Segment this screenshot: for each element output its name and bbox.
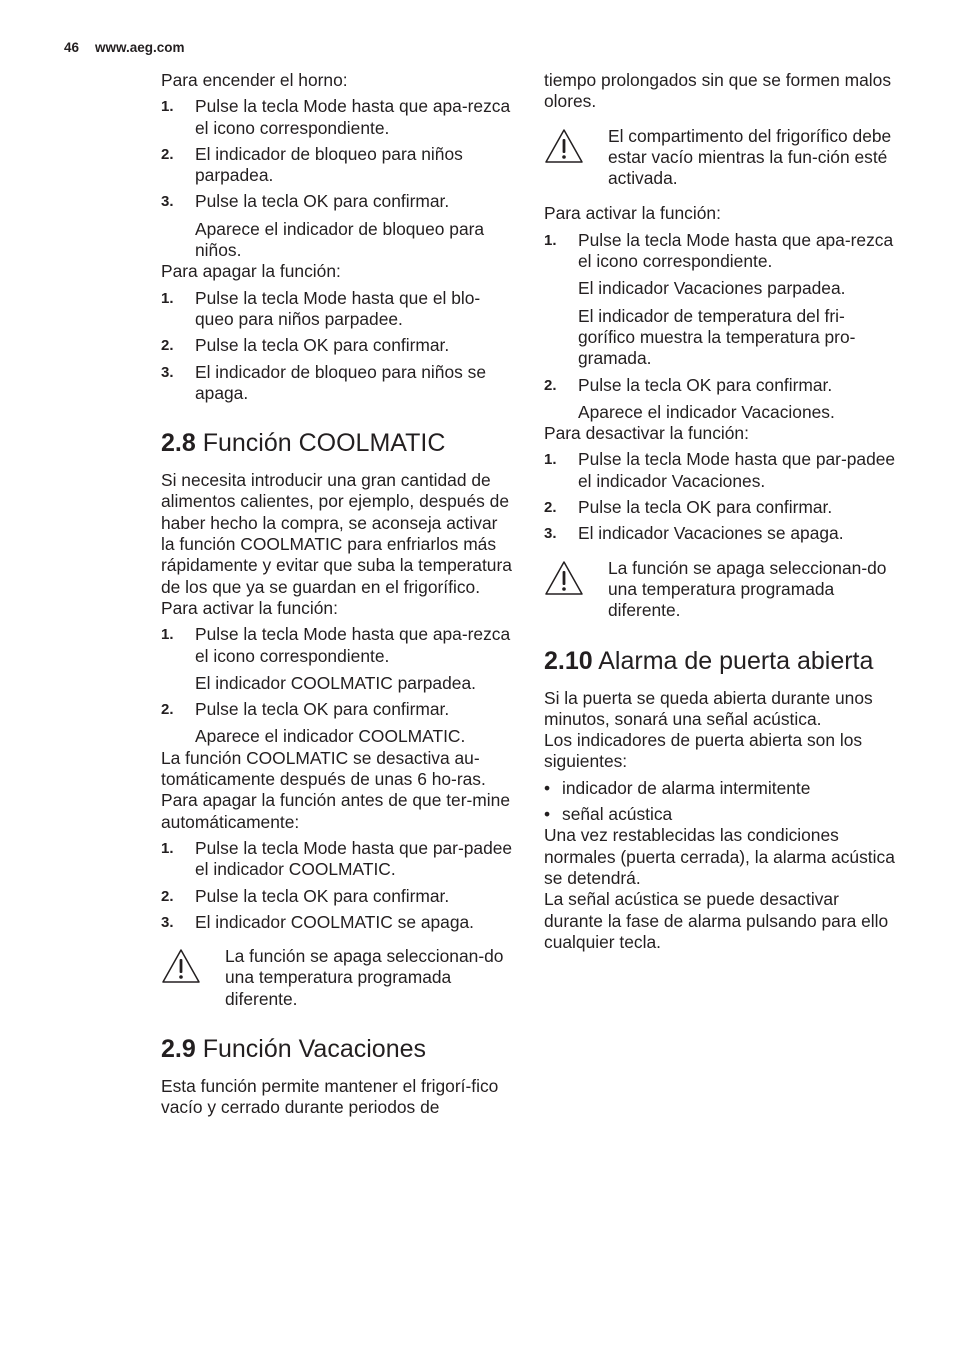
intro-off: Para apagar la función: bbox=[161, 261, 341, 282]
bullet-icon: • bbox=[544, 804, 551, 825]
step-number: 2. bbox=[161, 701, 174, 719]
intro-on: Para encender el horno: bbox=[161, 70, 348, 90]
website: www.aeg.com bbox=[95, 40, 185, 55]
section-heading-2-10 bbox=[544, 646, 896, 676]
step-number: 2. bbox=[544, 376, 557, 394]
bullet-text: señal acústica bbox=[562, 804, 673, 825]
bullet-icon: • bbox=[544, 777, 551, 798]
paragraph: La señal acústica se puede desactivar durante la fase de alarma pulsando para ello cualquier tecla. bbox=[544, 889, 889, 952]
step-text: El indicador de bloqueo para niños parpadea. bbox=[195, 143, 463, 186]
paragraph: tiempo prolongados sin que se formen malos olores. bbox=[544, 70, 892, 112]
step-number: 3. bbox=[161, 193, 174, 211]
step-number: 2. bbox=[161, 337, 174, 355]
step-note: Aparece el indicador Vacaciones. bbox=[578, 401, 835, 422]
step bbox=[544, 230, 896, 273]
section-heading-2-9 bbox=[161, 1034, 513, 1064]
paragraph: Si necesita introducir una gran cantidad de alimentos calientes, por ejemplo, después de haber hecho la compra, se aconseja activar la función COOLMATIC para enfriarlos más rápidamente y evitar que suba la temperatura de los que ya se guardan en el frigorífico. bbox=[161, 470, 512, 597]
section-number: 2.10 bbox=[544, 646, 593, 675]
step-number: 1. bbox=[161, 839, 174, 857]
step-text: Pulse la tecla OK para confirmar. bbox=[195, 699, 450, 720]
section-title: Alarma de puerta abierta bbox=[598, 646, 874, 675]
step bbox=[161, 886, 513, 907]
warning-text: La función se apaga seleccionan-do una temperatura programada diferente. bbox=[225, 946, 504, 1009]
step bbox=[161, 912, 513, 933]
section-heading-2-8 bbox=[161, 428, 513, 458]
step bbox=[161, 288, 513, 331]
step bbox=[161, 96, 513, 139]
warning-text: La función se apaga seleccionan-do una temperatura programada diferente. bbox=[608, 557, 887, 621]
step-note: Aparece el indicador de bloqueo para niños. bbox=[195, 218, 485, 261]
step-text: Pulse la tecla Mode hasta que apa-rezca el icono correspondiente. bbox=[195, 624, 511, 666]
step bbox=[161, 191, 513, 212]
left-column bbox=[161, 70, 513, 1119]
step-text: Pulse la tecla OK para confirmar. bbox=[195, 335, 450, 356]
step-text: Pulse la tecla Mode hasta que apa-rezca el icono correspondiente. bbox=[578, 229, 894, 272]
step-number: 1. bbox=[161, 98, 174, 116]
warning-icon bbox=[544, 558, 608, 622]
step-number: 2. bbox=[161, 145, 174, 163]
step-number: 2. bbox=[161, 887, 174, 905]
warning-icon bbox=[161, 946, 225, 1010]
warning-note bbox=[161, 946, 513, 1010]
step-note: El indicador COOLMATIC parpadea. bbox=[195, 672, 476, 693]
warning-text: El compartimento del frigorífico debe estar vacío mientras la fun-ción esté activada. bbox=[608, 125, 892, 189]
step-number: 1. bbox=[544, 231, 557, 249]
step bbox=[161, 699, 513, 720]
step-number: 1. bbox=[161, 626, 174, 644]
section-number: 2.8 bbox=[161, 429, 196, 458]
step-number: 3. bbox=[161, 913, 174, 931]
step-number: 1. bbox=[544, 451, 557, 469]
step-text: El indicador COOLMATIC se apaga. bbox=[195, 911, 475, 932]
paragraph: Una vez restablecidas las condiciones normales (puerta cerrada), la alarma acústica se detendrá. bbox=[544, 825, 895, 888]
intro-off: Para desactivar la función: bbox=[544, 423, 749, 444]
warning-note bbox=[544, 558, 896, 622]
step-text: Pulse la tecla Mode hasta que par-padee el indicador Vacaciones. bbox=[578, 449, 896, 491]
paragraph: Esta función permite mantener el frigorí-fico vacío y cerrado durante periodos de bbox=[161, 1075, 499, 1118]
intro-on: Para activar la función: bbox=[544, 203, 721, 224]
intro-on: Para activar la función: bbox=[161, 597, 338, 618]
page-number: 46 bbox=[64, 40, 80, 55]
step bbox=[161, 838, 513, 881]
step bbox=[544, 449, 896, 492]
step-note: El indicador Vacaciones parpadea. bbox=[578, 278, 846, 299]
step-text: Pulse la tecla OK para confirmar. bbox=[578, 497, 833, 518]
step-text: Pulse la tecla Mode hasta que par-padee el indicador COOLMATIC. bbox=[195, 837, 513, 880]
step bbox=[161, 624, 513, 667]
intro-off: Para apagar la función antes de que ter-mine automáticamente: bbox=[161, 790, 511, 832]
step-number: 3. bbox=[544, 525, 557, 543]
bullet-item bbox=[544, 778, 896, 799]
step-text: Pulse la tecla OK para confirmar. bbox=[195, 885, 450, 906]
step-text: El indicador de bloqueo para niños se apaga. bbox=[195, 361, 487, 403]
step-text: Pulse la tecla Mode hasta que apa-rezca el icono correspondiente. bbox=[195, 96, 511, 138]
step-text: El indicador Vacaciones se apaga. bbox=[578, 523, 844, 544]
page-header bbox=[64, 37, 185, 58]
step bbox=[544, 375, 896, 396]
step-text: Pulse la tecla OK para confirmar. bbox=[578, 374, 833, 395]
paragraph: La función COOLMATIC se desactiva au-tomáticamente después de unas 6 ho-ras. bbox=[161, 747, 486, 790]
paragraph: Si la puerta se queda abierta durante unos minutos, sonará una señal acústica. bbox=[544, 687, 873, 729]
step-text: Pulse la tecla Mode hasta que el blo-queo para niños parpadee. bbox=[195, 287, 481, 329]
step-number: 2. bbox=[544, 499, 557, 517]
paragraph: Los indicadores de puerta abierta son los siguientes: bbox=[544, 730, 863, 772]
step-note: El indicador de temperatura del fri-gorífico muestra la temperatura pro-gramada. bbox=[578, 305, 856, 369]
bullet-item bbox=[544, 804, 896, 825]
step bbox=[161, 362, 513, 405]
step-number: 1. bbox=[161, 289, 174, 307]
warning-icon bbox=[544, 126, 608, 190]
step-text: Pulse la tecla OK para confirmar. bbox=[195, 191, 450, 212]
section-title: Función COOLMATIC bbox=[202, 429, 446, 458]
section-title: Función Vacaciones bbox=[202, 1034, 426, 1063]
right-column bbox=[544, 70, 896, 953]
step bbox=[161, 335, 513, 356]
section-number: 2.9 bbox=[161, 1034, 196, 1063]
step bbox=[544, 497, 896, 518]
step bbox=[544, 523, 896, 544]
bullet-text: indicador de alarma intermitente bbox=[562, 777, 811, 798]
warning-note bbox=[544, 126, 896, 190]
step bbox=[161, 144, 513, 187]
step-number: 3. bbox=[161, 363, 174, 381]
step-note: Aparece el indicador COOLMATIC. bbox=[195, 726, 466, 747]
